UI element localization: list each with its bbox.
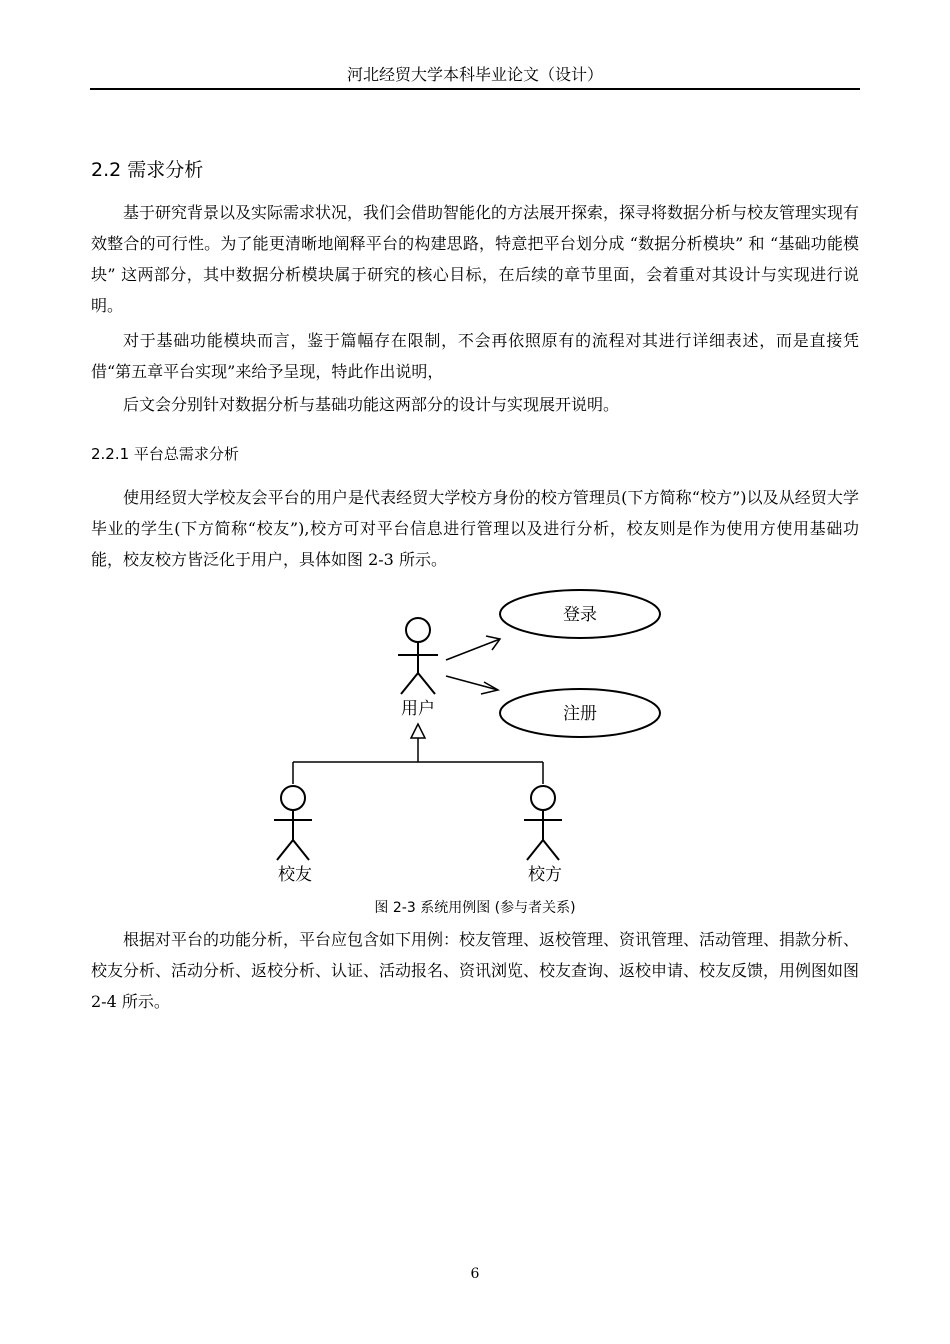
actor-school-figure [524, 786, 562, 860]
association-arrow-register [446, 676, 498, 694]
section-heading: 2.2 需求分析 [91, 159, 204, 181]
subsection-heading: 2.2.1 平台总需求分析 [91, 445, 239, 463]
paragraph-3: 后文会分别针对数据分析与基础功能这两部分的设计与实现展开说明。 [123, 395, 620, 414]
paragraph-5: 根据对平台的功能分析，平台应包含如下用例：校友管理、返校管理、资讯管理、活动管理、捐款分析、校友分析、活动分析、返校分析、认证、活动报名、资讯浏览、校友查询、返校申请、校友反馈，用例图如图 2-4 所示。 [91, 930, 860, 1011]
page-number: 6 [470, 1266, 480, 1282]
actor-alumni-label: 校友 [278, 865, 312, 885]
paragraph-1: 基于研究背景以及实际需求状况，我们会借助智能化的方法展开探索，探寻将数据分析与校友管理实现有效整合的可行性。为了能更清晰地阐释平台的构建思路，特意把平台划分成 “数据分析模块” 和 “基础功能模块” 这两部分，其中数据分析模块属于研究的核心目标，在后续的章节里面，会着重对其设计与实现进行说明。 [91, 203, 860, 315]
use-case-register-label: 注册 [563, 704, 597, 724]
header-rule [90, 88, 860, 90]
paragraph-2: 对于基础功能模块而言，鉴于篇幅存在限制，不会再依照原有的流程对其进行详细表述，而是直接凭借“第五章平台实现”来给予呈现，特此作出说明， [91, 331, 859, 381]
actor-user-label: 用户 [401, 699, 435, 719]
association-arrow-login [446, 636, 500, 660]
actor-user-figure [398, 618, 438, 694]
use-case-diagram [268, 588, 668, 888]
running-header: 河北经贸大学本科毕业论文（设计） [346, 65, 603, 84]
generalization-connector [293, 724, 543, 784]
use-case-login-label: 登录 [563, 605, 597, 625]
actor-school-label: 校方 [528, 865, 562, 885]
paragraph-4: 使用经贸大学校友会平台的用户是代表经贸大学校方身份的校方管理员(下方简称“校方”)以及从经贸大学毕业的学生(下方简称“校友”),校方可对平台信息进行管理以及进行分析，校友则是作为使用方使用基础功能，校友校方皆泛化于用户，具体如图 2-3 所示。 [91, 488, 859, 569]
figure-caption: 图 2-3 系统用例图 (参与者关系) [374, 900, 576, 916]
actor-alumni-figure [274, 786, 312, 860]
